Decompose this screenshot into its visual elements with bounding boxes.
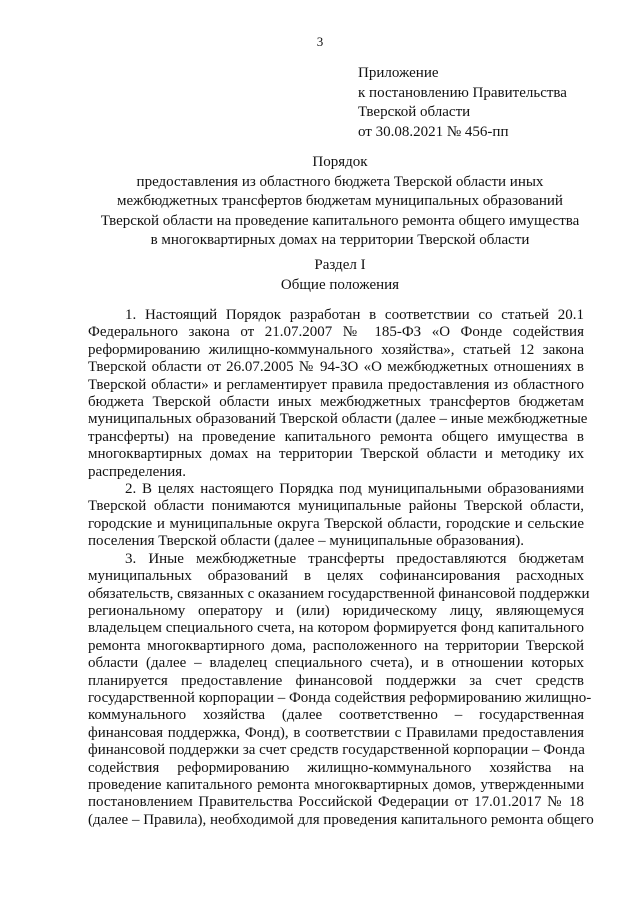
- body-text: [88, 307, 594, 829]
- paragraph-line: постановлением Правительства Российской Федерации от 17.01.2017 № 18: [88, 794, 584, 811]
- paragraph-line: финансовой поддержки за счет средств государственной корпорации – Фонда: [88, 742, 585, 759]
- section-number: Раздел I: [314, 257, 366, 273]
- title-heading: Порядок: [312, 154, 368, 170]
- paragraph-line: обязательств, связанных с оказанием государственной финансовой поддержки: [88, 585, 590, 602]
- paragraph-line: многоквартирных домах на территории Тверской области и методику их: [88, 446, 584, 463]
- paragraph-line: поселения Тверской области (далее – муниципальные образования).: [88, 533, 525, 550]
- title-line: предоставления из областного бюджета Тверской области иных: [136, 173, 544, 190]
- paragraph-line: Тверской области понимаются муниципальные районы Тверской области,: [88, 498, 584, 515]
- document-title: [60, 153, 620, 251]
- title-line: Тверской области на проведение капитального ремонта общего имущества: [100, 212, 580, 229]
- section-name: Общие положения: [280, 276, 400, 293]
- paragraph-line: содействия реформированию жилищно-коммунального хозяйства на: [88, 759, 584, 776]
- paragraph-line: муниципальных образований в целях софинансирования расходных: [88, 568, 584, 585]
- paragraph-line: Федерального закона от 21.07.2007 № 185-ФЗ «О Фонде содействия: [88, 324, 584, 341]
- paragraph-line: реформированию жилищно-коммунального хозяйства», статьей 12 закона: [88, 341, 584, 358]
- paragraph-line: финансовая поддержка, Фонд), в соответствии с Правилами предоставления: [88, 724, 584, 741]
- paragraph-line: муниципальных образований Тверской области (далее – иные межбюджетные: [88, 411, 588, 428]
- section-heading: [60, 256, 620, 295]
- title-line: межбюджетных трансфертов бюджетам муниципальных образований: [117, 193, 563, 209]
- paragraph-line: трансферты) на проведение капитального ремонта общего имущества в: [88, 428, 584, 445]
- paragraph-line: Тверской области» и регламентирует правила предоставления из областного: [88, 376, 584, 393]
- paragraph-3: [88, 550, 594, 830]
- paragraph-line: региональному оператору и (или) юридическому лицу, являющемуся: [88, 602, 584, 619]
- paragraph-line: планируется предоставление финансовой поддержки за счет средств: [88, 672, 584, 689]
- paragraph-line: ремонта многоквартирного дома, расположенного на территории Тверской: [88, 637, 584, 654]
- paragraph-line: 2. В целях настоящего Порядка под муниципальными образованиями: [125, 481, 584, 498]
- paragraph-line: владельцем специального счета, на котором формируется фонд капитального: [88, 620, 584, 637]
- paragraph-1: [88, 307, 588, 481]
- paragraph-2: [88, 481, 584, 551]
- paragraph-line: городские и муниципальные округа Тверской области, городские и сельские: [88, 515, 584, 532]
- approval-line: Приложение: [358, 65, 439, 81]
- paragraph-line: 3. Иные межбюджетные трансферты предоставляются бюджетам: [125, 550, 584, 567]
- paragraph-line: 1. Настоящий Порядок разработан в соответствии со статьей 20.1: [125, 307, 584, 323]
- paragraph-line: государственной корпорации – Фонда содействия реформированию жилищно-: [88, 689, 592, 706]
- paragraph-line: (далее – Правила), необходимой для проведения капитального ремонта общего: [88, 811, 594, 828]
- approval-line: Тверской области: [358, 104, 471, 120]
- paragraph-line: бюджета Тверской области иных межбюджетных трансфертов бюджетам: [88, 394, 584, 411]
- paragraph-line: Тверской области от 26.07.2005 № 94-ЗО «О межбюджетных отношениях в: [88, 359, 584, 376]
- page-number: 3: [316, 34, 324, 49]
- paragraph-line: коммунального хозяйства (далее соответственно – государственная: [88, 707, 584, 724]
- paragraph-line: распределения.: [88, 463, 186, 480]
- approval-stamp: [358, 64, 618, 142]
- paragraph-line: области (далее – владелец специального счета), и в отношении которых: [88, 655, 584, 672]
- paragraph-line: проведение капитального ремонта многоквартирных домов, утвержденными: [88, 776, 584, 793]
- approval-line: к постановлению Правительства: [358, 84, 567, 101]
- approval-line: от 30.08.2021 № 456-пп: [358, 123, 509, 140]
- title-line: в многоквартирных домах на территории Тверской области: [150, 232, 530, 248]
